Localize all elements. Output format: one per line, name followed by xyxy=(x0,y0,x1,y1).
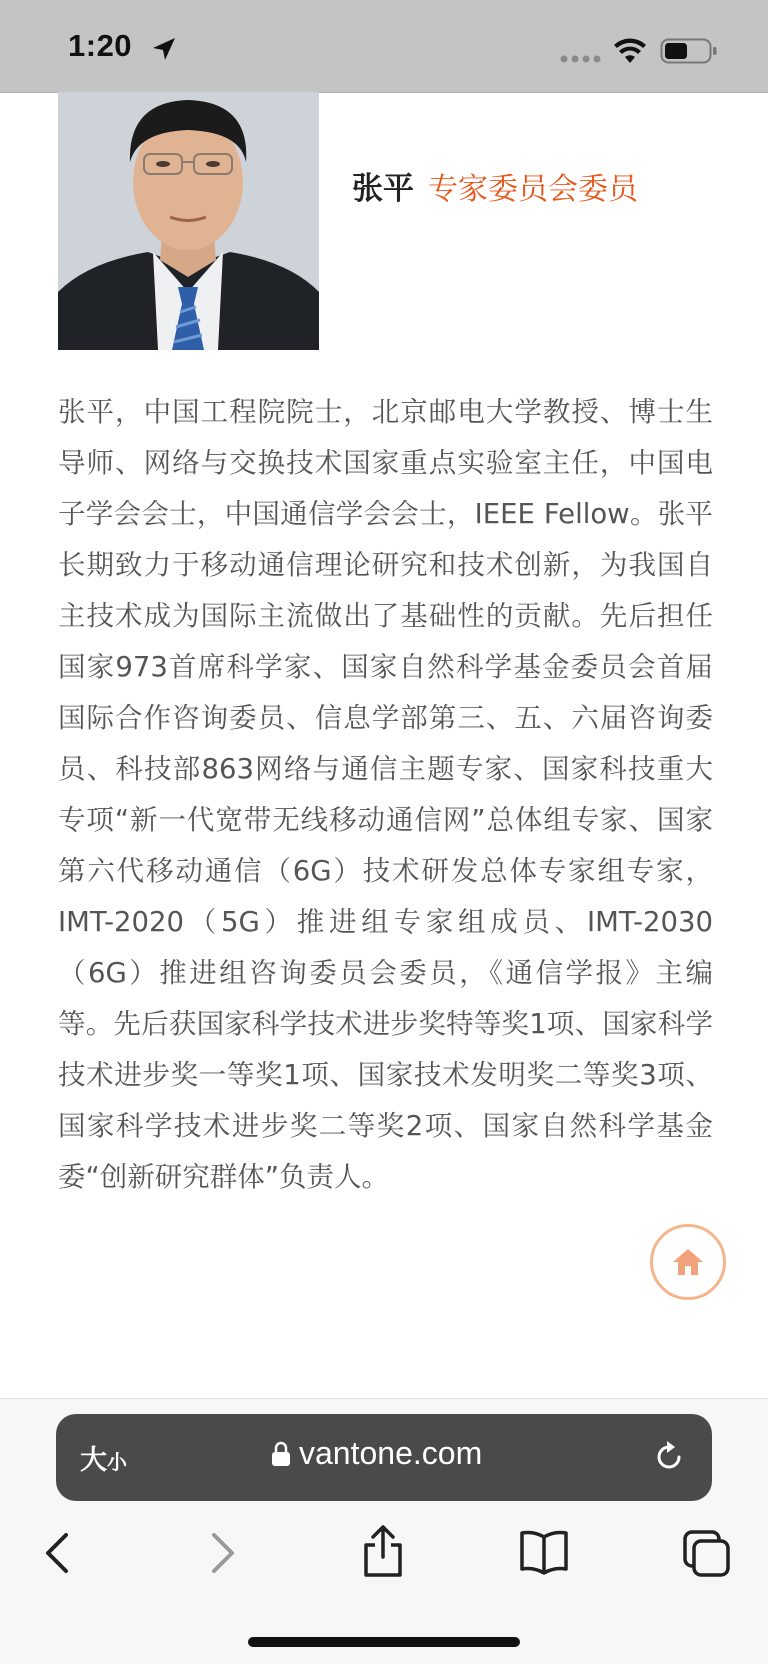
wifi-icon xyxy=(613,38,647,64)
home-icon xyxy=(671,1247,705,1277)
back-icon[interactable] xyxy=(36,1529,80,1577)
person-role: 专家委员会委员 xyxy=(428,172,638,207)
location-arrow-icon xyxy=(150,35,178,63)
share-icon[interactable] xyxy=(360,1523,406,1579)
text-size-small: 小 xyxy=(107,1450,127,1474)
bio-paragraph: 张平，中国工程院院士，北京邮电大学教授、博士生导师、网络与交换技术国家重点实验室主任，中国电子学会会士，中国通信学会会士，IEEE Fellow。张平长期致力于移动通信理论研究和技术创新，为我国自主技术成为国际主流做出了基础性的贡献。先后担任国家973首席科学家、国家自然科学基金委员会首届国际合作咨询委员、信息学部第三、五、六届咨询委员、科技部863网络与通信主题专家、国家科技重大专项“新一代宽带无线移动通信网”总体组专家、国家第六代移动通信（6G）技术研发总体专家组专家，IMT-2020（5G）推进组专家组成员、IMT-2030（6G）推进组咨询委员会委员，《通信学报》主编等。先后获国家科学技术进步奖特等奖1项、国家科学技术进步奖一等奖1项、国家技术发明奖二等奖3项、国家科学技术进步奖二等奖2项、国家自然科学基金委“创新研究群体”负责人。 xyxy=(58,396,713,1193)
url-display[interactable] xyxy=(271,1435,482,1472)
url-text: vantone.com xyxy=(299,1435,483,1471)
address-bar[interactable] xyxy=(56,1414,712,1501)
profile-photo xyxy=(58,92,319,350)
home-indicator xyxy=(248,1637,520,1647)
status-bar xyxy=(0,0,768,93)
back-to-home-button[interactable] xyxy=(650,1224,726,1300)
forward-icon[interactable] xyxy=(200,1529,244,1577)
browser-toolbar xyxy=(0,1398,768,1664)
text-size-big: 大 xyxy=(80,1445,107,1476)
cellular-signal-icon xyxy=(560,55,602,63)
battery-icon xyxy=(660,37,718,65)
profile-heading xyxy=(352,163,638,208)
status-time: 1:20 xyxy=(68,28,133,63)
bookmarks-icon[interactable] xyxy=(518,1529,570,1575)
text-size-button[interactable] xyxy=(80,1438,127,1477)
reload-icon[interactable] xyxy=(650,1438,688,1476)
person-name: 张平 xyxy=(352,171,414,207)
lock-icon xyxy=(271,1441,291,1467)
tabs-icon[interactable] xyxy=(682,1529,732,1579)
